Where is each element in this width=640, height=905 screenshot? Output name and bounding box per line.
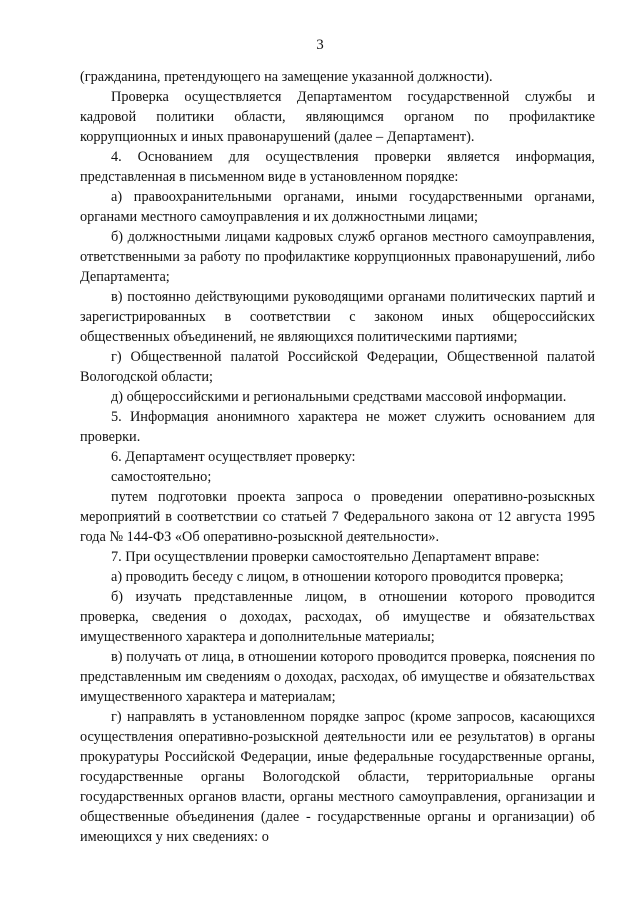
paragraph-item-5: 5. Информация анонимного характера не может служить основанием для проверки. (80, 409, 595, 445)
paragraph-item-7a: а) проводить беседу с лицом, в отношении которого проводится проверка; (111, 569, 564, 585)
paragraph-item-6-independently: самостоятельно; (111, 469, 212, 485)
paragraph-item-4g: г) Общественной палатой Российской Федерации, Общественной палатой Вологодской области; (80, 349, 595, 385)
paragraph-item-4d: д) общероссийскими и региональными средствами массовой информации. (111, 389, 567, 405)
paragraph-item-4v: в) постоянно действующими руководящими органами политических партий и зарегистрированных в соответствии с законом иных общероссийских общественных объединений, не являющихся политическими партиями; (80, 289, 595, 345)
paragraph-item-7v: в) получать от лица, в отношении которого проводится проверка, пояснения по представленным им сведениям о доходах, расходах, об имуществе и обязательствах имущественного характера и материалам; (80, 649, 595, 705)
document-body (80, 67, 595, 847)
paragraph-item-4b: б) должностными лицами кадровых служб органов местного самоуправления, ответственными за работу по профилактике коррупционных правонарушений, либо Департамента; (80, 229, 595, 285)
paragraph-item-4: 4. Основанием для осуществления проверки является информация, представленная в письменном виде в установленном порядке: (80, 149, 595, 185)
page-number: 3 (316, 37, 324, 53)
paragraph-item-7: 7. При осуществлении проверки самостоятельно Департамент вправе: (111, 549, 540, 565)
paragraph-item-4a: а) правоохранительными органами, иными государственными органами, органами местного самоуправления и их должностными лицами; (80, 189, 595, 225)
paragraph-continuation: (гражданина, претендующего на замещение указанной должности). (80, 69, 493, 85)
paragraph-item-6-request: путем подготовки проекта запроса о проведении оперативно-розыскных мероприятий в соответствии со статьей 7 Федерального закона от 12 августа 1995 года № 144-ФЗ «Об оперативно-розыскной деятельности». (80, 489, 595, 545)
paragraph-item-7b: б) изучать представленные лицом, в отношении которого проводится проверка, сведения о доходах, расходах, об имуществе и обязательствах имущественного характера и дополнительные материалы; (80, 589, 595, 645)
paragraph-item-7g: г) направлять в установленном порядке запрос (кроме запросов, касающихся осуществления оперативно-розыскной деятельности или ее результатов) в органы прокуратуры Российской Федерации, иные федеральные государственные органы, государственные органы Вологодской области, территориальные органы государственных органов власти, органы местного самоуправления, организации и общественные объединения (далее - государственные органы и организации) об имеющихся у них сведениях: о (80, 709, 595, 845)
paragraph-verification-body: Проверка осуществляется Департаментом государственной службы и кадровой политики области, являющимся органом по профилактике коррупционных и иных правонарушений (далее – Департамент). (80, 89, 595, 145)
paragraph-item-6: 6. Департамент осуществляет проверку: (111, 449, 356, 465)
